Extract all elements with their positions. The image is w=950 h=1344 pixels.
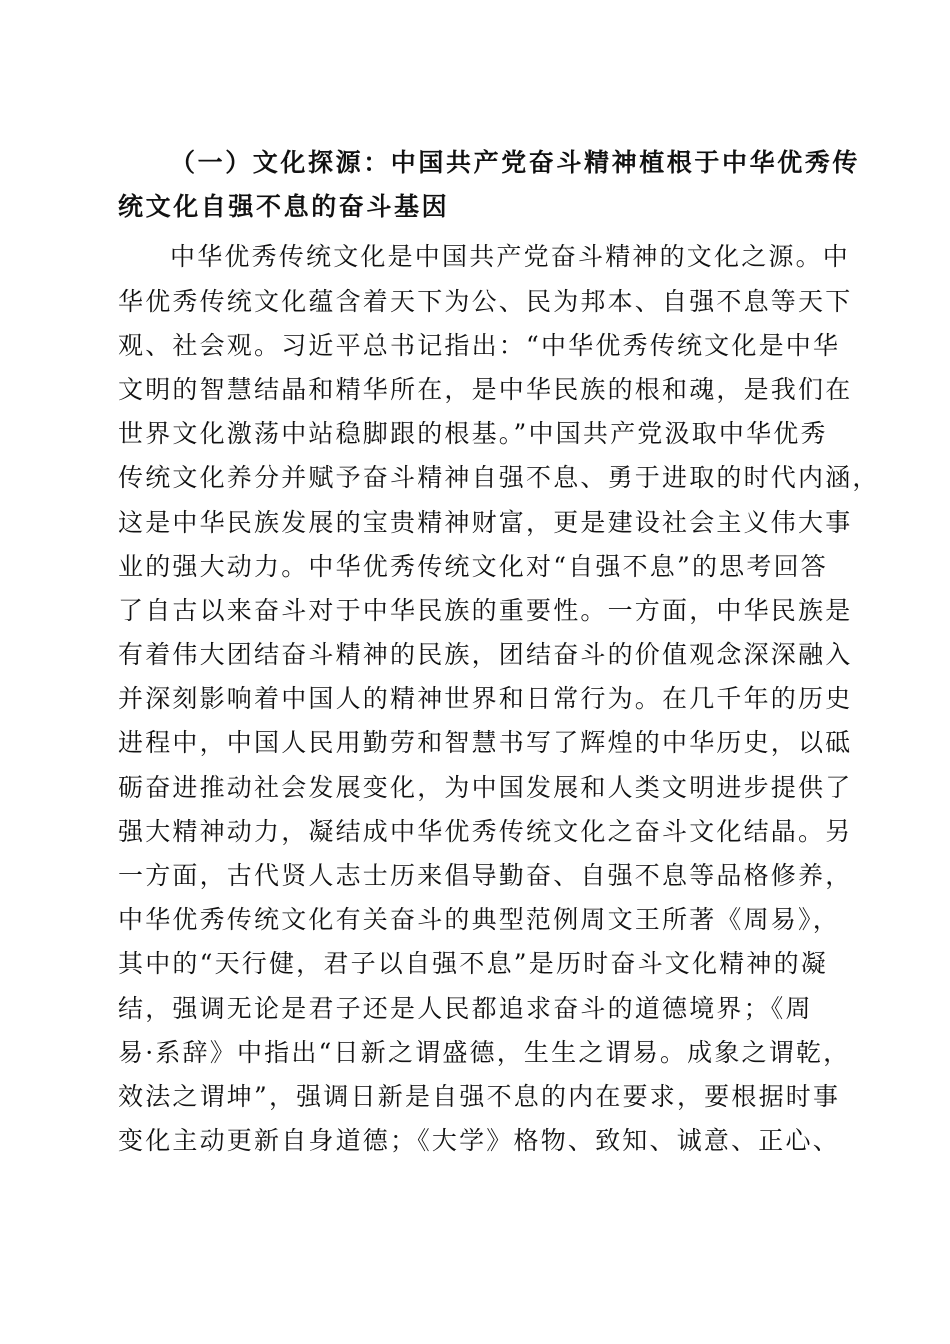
heading-line: （一）文化探源：中国共产党奋斗精神植根于中华优秀传 [170,148,861,177]
body-line: 并深刻影响着中国人的精神世界和日常行为。在几千年的历史 [118,684,853,714]
body-line: 业的强大动力。中华优秀传统文化对“自强不息”的思考回答 [118,551,828,581]
body-line: 其中的“天行健，君子以自强不息”是历时奋斗文化精神的凝 [118,949,828,979]
body-line: 进程中，中国人民用勤劳和智慧书写了辉煌的中华历史，以砥 [118,728,853,758]
body-line: 世界文化激荡中站稳脚跟的根基。”中国共产党汲取中华优秀 [118,419,828,449]
document-page [118,141,880,1163]
body-line: 华优秀传统文化蕴含着天下为公、民为邦本、自强不息等天下 [118,286,853,316]
section-heading [118,141,861,229]
body-line: 观、社会观。习近平总书记指出：“中华优秀传统文化是中华 [118,330,841,360]
body-line: 传统文化养分并赋予奋斗精神自强不息、勇于进取的时代内涵， [118,463,880,493]
body-line: 一方面，古代贤人志士历来倡导勤奋、自强不息等品格修养， [118,861,853,890]
body-line: 结，强调无论是君子还是人民都追求奋斗的道德境界；《周 [118,993,813,1023]
body-line: 砺奋进推动社会发展变化，为中国发展和人类文明进步提供了 [118,772,853,802]
body-line: 这是中华民族发展的宝贵精神财富，更是建设社会主义伟大事 [118,507,853,537]
body-line: 强大精神动力，凝结成中华优秀传统文化之奋斗文化结晶。另 [118,816,853,846]
body-line: 有着伟大团结奋斗精神的民族，团结奋斗的价值观念深深融入 [118,640,853,670]
heading-line: 统文化自强不息的奋斗基因 [118,192,450,222]
body-paragraph [118,235,880,1163]
body-line: 文明的智慧结晶和精华所在，是中华民族的根和魂，是我们在 [118,374,853,404]
body-line: 了自古以来奋斗对于中华民族的重要性。一方面，中华民族是 [118,595,853,625]
body-line: 中华优秀传统文化有关奋斗的典型范例周文王所著《周易》， [118,905,840,935]
body-line: 中华优秀传统文化是中国共产党奋斗精神的文化之源。中 [170,242,851,272]
body-line: 效法之谓坤”，强调日新是自强不息的内在要求，要根据时事 [118,1081,841,1111]
body-line: 易·系辞》中指出“日新之谓盛德，生生之谓易。成象之谓乾， [118,1037,851,1067]
body-line: 变化主动更新自身道德；《大学》格物、致知、诚意、正心、 [118,1126,840,1156]
